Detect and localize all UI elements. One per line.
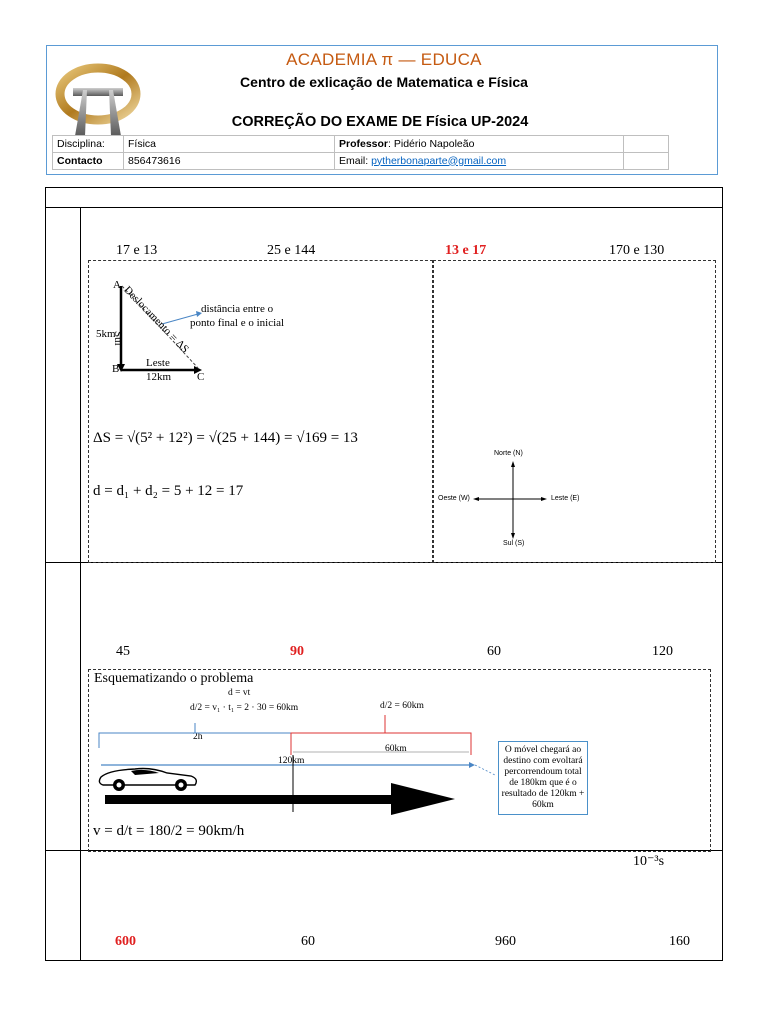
distance-120-label: 120km — [278, 756, 305, 766]
disciplina-label: Disciplina: — [53, 136, 124, 153]
first-half-bracket — [99, 733, 291, 748]
q1-option-c-correct: 13 e 17 — [445, 243, 487, 258]
q1-option-d: 170 e 130 — [609, 243, 665, 258]
professor-value: : Pidério Napoleão — [388, 137, 475, 150]
compass-south: Sul (S) — [503, 540, 525, 547]
time-2h-label: 2h — [193, 732, 203, 742]
compass-west: Oeste (W) — [438, 495, 470, 502]
table-right-border — [722, 187, 723, 961]
side-bc-label: 12km — [146, 371, 172, 383]
compass-north: Norte (N) — [494, 450, 523, 457]
exam-title: CORREÇÃO DO EXAME DE Física UP-2024 — [231, 114, 529, 130]
distance-note: distância entre o ponto final e o inicial — [190, 303, 285, 329]
empty-cell — [624, 153, 669, 170]
center-subtitle: Centro de exlicação de Matematica e Física — [240, 74, 528, 90]
table-top-border — [45, 187, 723, 188]
leste-label: Leste — [146, 357, 170, 369]
q2-answer-equation: v = d/t = 180/2 = 90km/h — [93, 823, 245, 839]
road-arrow-body — [105, 795, 405, 804]
q3-unit: 10⁻³s — [633, 854, 665, 869]
distance-60-label: 60km — [385, 744, 407, 754]
explanation-callout: O móvel chegará ao destino com evoltará percorrendoum total de 180km que é o resultado de 120km + 60km — [498, 741, 588, 815]
empty-cell — [624, 136, 669, 153]
number-column-border — [80, 207, 81, 961]
contacto-label: Contacto — [53, 153, 124, 170]
q1-option-b: 25 e 144 — [267, 243, 316, 258]
vertex-b: B — [112, 363, 120, 375]
professor-cell — [335, 136, 624, 153]
q3-option-c: 960 — [495, 934, 516, 949]
q1-equation-distance: d = d₁ + d₂ = 5 + 12 = 17 — [93, 483, 244, 499]
q2-option-a: 45 — [116, 644, 130, 659]
q3-option-a-correct: 600 — [115, 934, 136, 949]
email-cell — [335, 153, 624, 170]
table-bottom-border — [45, 960, 723, 961]
email-label: Email: — [339, 154, 372, 167]
sul-label: Sul — [112, 331, 124, 346]
road-arrow-head — [391, 783, 455, 815]
professor-label: Professor — [339, 137, 389, 150]
q3-option-d: 160 — [669, 934, 690, 949]
academy-title: ACADEMIA π — EDUCA — [286, 50, 482, 69]
email-link[interactable]: pytherbonaparte@gmail.com — [371, 154, 507, 167]
compass-east: Leste (E) — [551, 495, 580, 502]
q1-equation-displacement: ΔS = √(5² + 12²) = √(25 + 144) = √169 = 13 — [93, 430, 358, 446]
vertex-c: C — [197, 371, 205, 383]
table-left-border — [45, 187, 46, 961]
academy-logo — [55, 58, 141, 144]
info-table — [52, 135, 669, 170]
q2-option-b-correct: 90 — [290, 644, 304, 659]
q2-scheme-diagram — [95, 715, 505, 825]
vertex-a: A — [113, 279, 121, 291]
car-icon — [99, 769, 196, 792]
contacto-value: 856473616 — [124, 153, 335, 170]
q3-option-b: 60 — [301, 934, 315, 949]
compass-rose — [470, 455, 590, 555]
q1-option-a: 17 e 13 — [116, 243, 158, 258]
side-ab-label: 5km — [96, 328, 116, 340]
formula-d-vt: d = vt — [228, 688, 251, 698]
q2-heading: Esquematizando o problema — [94, 671, 254, 686]
half-distance-formula: d/2 = v₁ · t₁ = 2 · 30 = 60km — [190, 703, 299, 713]
table-header-border — [45, 207, 723, 208]
hypotenuse-label: Deslocamento = ΔS — [121, 284, 192, 356]
half-distance-right: d/2 = 60km — [380, 701, 424, 711]
disciplina-value: Física — [124, 136, 335, 153]
q2-option-c: 60 — [487, 644, 501, 659]
q2-option-d: 120 — [652, 644, 673, 659]
